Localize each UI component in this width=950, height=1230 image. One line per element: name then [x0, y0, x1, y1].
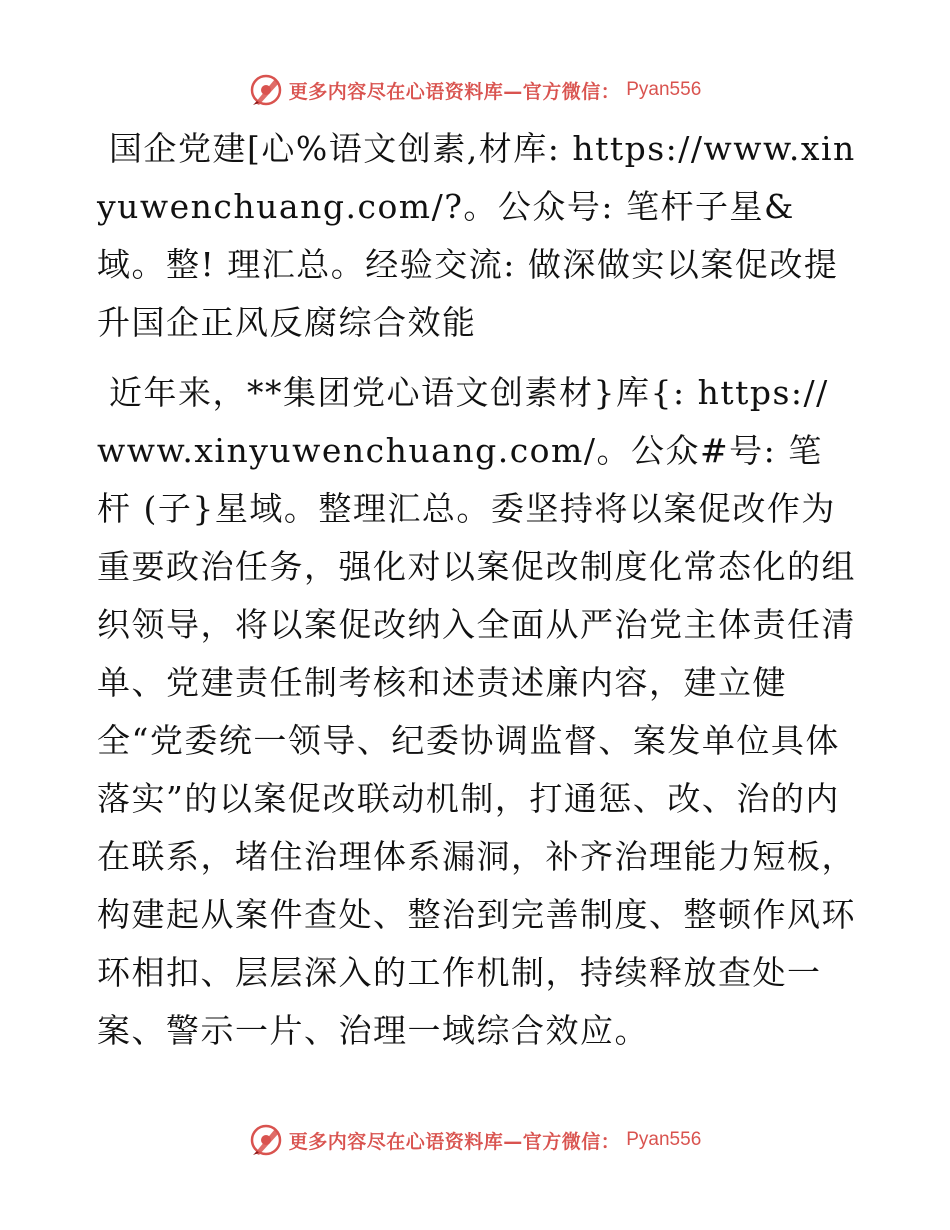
header-banner-text: 更多内容尽在心语资料库—官方微信： [288, 80, 621, 103]
red-pen-logo-icon [249, 73, 283, 107]
paragraph-title [97, 120, 857, 352]
document-body [97, 120, 857, 1060]
footer-banner-text: 更多内容尽在心语资料库—官方微信： [288, 1130, 621, 1153]
header-banner [0, 70, 950, 110]
paragraph-body-text: 近年来，**集团党心语文创素材}库{: https://www.xinyuwenchuang.com/。公众#号: 笔杆 (子}星域。整理汇总。委坚持将以案促改作为重要政治任务，强化对以案促改制度化常态化的组织领导，将以案促改纳入全面从严治党主体责任清单、党建责任制考核和述责述廉内容，建立健全“党委统一领导、纪委协调监督、案发单位具体落实”的以案促改联动机制，打通惩、改、治的内在联系，堵住治理体系漏洞，补齐治理能力短板，构建起从案件查处、整治到完善制度、整顿作风环环相扣、层层深入的工作机制，持续释放查处一案、警示一片、治理一域综合效应。 [97, 373, 856, 1050]
paragraph-body [97, 364, 857, 1060]
red-pen-logo-icon [249, 1123, 283, 1157]
footer-banner [0, 1120, 950, 1160]
paragraph-title-text: 国企党建[心%语文创素,材库: https://www.xinyuwenchuang.com/?。公众号: 笔杆子星&域。整! 理汇总。经验交流: 做深做实以案促改提升国企正风反腐综合效能 [97, 129, 856, 342]
footer-banner-account: Pyan556 [626, 1129, 702, 1150]
header-banner-account: Pyan556 [626, 79, 702, 100]
